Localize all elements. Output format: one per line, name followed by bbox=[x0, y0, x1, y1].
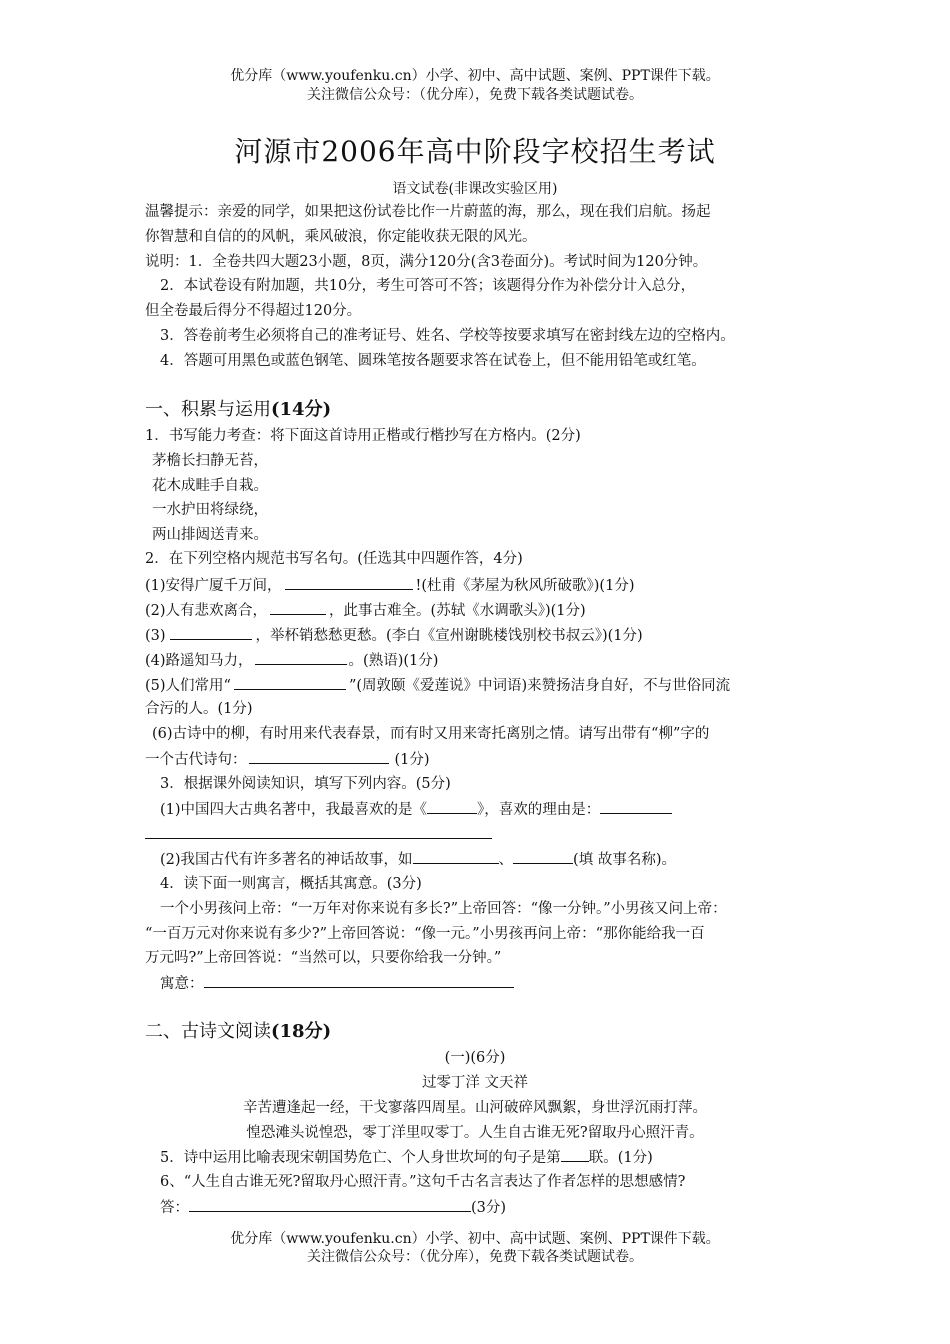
section-2-heading bbox=[145, 1022, 331, 1042]
q2-6-text-b: (1分) bbox=[394, 752, 430, 768]
question-2-3 bbox=[145, 625, 643, 646]
q3-1-text-b: 》，喜欢的理由是： bbox=[477, 802, 601, 818]
q6-answer-blank[interactable] bbox=[189, 1197, 471, 1212]
header-line-2: 关注微信公众号：（优分库），免费下载各类试题试卷。 bbox=[307, 87, 643, 103]
q3-2-text-a: (2)我国古代有许多著名的神话故事，如 bbox=[160, 852, 413, 868]
poem-line-4: 两山排闼送青来。 bbox=[152, 527, 268, 543]
q5-text-b: 联。(1分) bbox=[588, 1150, 653, 1166]
section-1-heading-text: 一、积累与运用 bbox=[145, 399, 271, 420]
header-line-1: 优分库（www.youfenku.cn）小学、初中、高中试题、案例、PPT课件下载。 bbox=[230, 68, 720, 84]
q2-6-text-a: 一个古代诗句： bbox=[145, 752, 247, 768]
tip-line-1: 温馨提示：亲爱的同学，如果把这份试卷比作一片蔚蓝的海，那么，现在我们启航。扬起 bbox=[145, 204, 711, 220]
question-2: 2．在下列空格内规范书写名句。(任选其中四题作答，4分) bbox=[145, 551, 523, 567]
q2-4-text-a: (4)路遥知马力， bbox=[145, 653, 253, 669]
q3-2-text-c: (填 故事名称)。 bbox=[573, 852, 676, 868]
q3-2-blank-1[interactable] bbox=[413, 849, 499, 864]
q4-answer-label: 寓意： bbox=[160, 976, 204, 992]
section-2-heading-text: 二、古诗文阅读 bbox=[145, 1021, 271, 1042]
poem-2-line-2: 惶恐滩头说惶恐，零丁洋里叹零丁。人生自古谁无死?留取丹心照汗青。 bbox=[246, 1125, 704, 1141]
q2-2-text-b: ，此事古难全。(苏轼《水调歌头》)(1分) bbox=[329, 603, 586, 619]
q2-4-blank[interactable] bbox=[255, 650, 347, 665]
q3-1-book-blank[interactable] bbox=[427, 799, 477, 814]
q2-4-text-b: 。(熟语)(1分) bbox=[348, 653, 439, 669]
question-6: 6、“人生自古谁无死?留取丹心照汗青。”这句千古名言表达了作者怎样的思想感情? bbox=[160, 1174, 686, 1190]
question-5 bbox=[160, 1147, 653, 1168]
section-2-part-1: (一)(6分) bbox=[444, 1050, 506, 1066]
fable-line-1: 一个小男孩问上帝：“一万年对你来说有多长?”上帝回答：“像一分钟。”小男孩又问上帝： bbox=[160, 901, 727, 917]
question-3: 3．根据课外阅读知识，填写下列内容。(5分) bbox=[160, 776, 451, 792]
q2-1-text-a: (1)安得广厦千万间， bbox=[145, 578, 282, 594]
q2-2-blank[interactable] bbox=[270, 600, 326, 615]
fable-line-3: 万元吗?”上帝回答说：“当然可以，只要你给我一分钟。” bbox=[145, 950, 502, 966]
q6-answer-label: 答： bbox=[160, 1200, 189, 1216]
note-3: 3．答卷前考生必须将自己的准考证号、姓名、学校等按要求填写在密封线左边的空格内。 bbox=[160, 328, 735, 344]
tip-line-2: 你智慧和自信的的风帆，乘风破浪，你定能收获无限的风光。 bbox=[145, 229, 537, 245]
q6-answer-score: (3分) bbox=[471, 1200, 507, 1216]
question-4: 4．读下面一则寓言，概括其寓意。(3分) bbox=[160, 876, 422, 892]
question-1: 1．书写能力考查：将下面这首诗用正楷或行楷抄写在方格内。(2分) bbox=[145, 428, 581, 444]
q3-1-reason-blank[interactable] bbox=[600, 799, 672, 814]
q2-6-blank[interactable] bbox=[249, 749, 389, 764]
question-2-6-answer bbox=[145, 749, 430, 770]
note-2a: 2．本试卷设有附加题，共10分，考生可答可不答；该题得分作为补偿分计入总分， bbox=[160, 278, 696, 294]
question-2-5 bbox=[145, 675, 730, 696]
footer-line-1: 优分库（www.youfenku.cn）小学、初中、高中试题、案例、PPT课件下载。 bbox=[230, 1231, 720, 1247]
question-2-5-cont: 合污的人。(1分) bbox=[145, 701, 253, 717]
note-4: 4．答题可用黑色或蓝色钢笔、圆珠笔按各题要求答在试卷上，但不能用铅笔或红笔。 bbox=[160, 353, 706, 369]
section-2-heading-score: (18分) bbox=[271, 1021, 332, 1042]
q3-2-blank-2[interactable] bbox=[513, 849, 573, 864]
q2-1-text-b: !(杜甫《茅屋为秋风所破歌》)(1分) bbox=[415, 578, 635, 594]
q2-2-text-a: (2)人有悲欢离合， bbox=[145, 603, 268, 619]
q2-3-text-a: (3) bbox=[145, 628, 166, 644]
q2-3-blank[interactable] bbox=[170, 625, 252, 640]
question-2-4 bbox=[145, 650, 438, 671]
poem-line-3: 一水护田将绿绕， bbox=[152, 502, 268, 518]
question-6-answer bbox=[160, 1197, 506, 1218]
poem-title: 过零丁洋 文天祥 bbox=[421, 1075, 529, 1091]
fable-line-2: “一百万元对你来说有多少?”上帝回答说：“像一元。”小男孩再问上帝：“那你能给我一百 bbox=[145, 926, 705, 942]
q3-1-text-a: (1)中国四大古典名著中，我最喜欢的是《 bbox=[160, 802, 428, 818]
question-3-2 bbox=[160, 849, 676, 870]
note-1: 说明：1．全卷共四大题23小题，8页，满分120分(含3卷面分)。考试时间为120分钟。 bbox=[145, 254, 708, 270]
q3-2-sep: 、 bbox=[498, 852, 514, 868]
poem-line-2: 花木成畦手自栽。 bbox=[152, 478, 268, 494]
q3-1-reason-line[interactable] bbox=[145, 838, 492, 839]
question-2-2 bbox=[145, 600, 586, 621]
q5-text-a: 5．诗中运用比喻表现宋朝国势危亡、个人身世坎坷的句子是第 bbox=[160, 1150, 561, 1166]
q2-3-text-b: ，举杯销愁愁更愁。(李白《宣州谢眺楼饯别校书叔云》)(1分) bbox=[255, 628, 643, 644]
question-3-1 bbox=[160, 799, 672, 820]
poem-line-1: 茅檐长扫静无苔， bbox=[152, 453, 268, 469]
q5-blank[interactable] bbox=[561, 1147, 589, 1162]
footer-line-2: 关注微信公众号：（优分库），免费下载各类试题试卷。 bbox=[307, 1249, 643, 1265]
note-2b: 但全卷最后得分不得超过120分。 bbox=[145, 303, 362, 319]
question-2-6: (6)古诗中的柳，有时用来代表春景，而有时又用来寄托离别之情。请写出带有“柳”字的 bbox=[152, 726, 710, 742]
page-subtitle: 语文试卷(非课改实验区用) bbox=[392, 181, 558, 197]
q2-1-blank[interactable] bbox=[285, 575, 413, 590]
poem-2-line-1: 辛苦遭逢起一经，干戈寥落四周星。山河破碎风飘絮，身世浮沉雨打萍。 bbox=[243, 1100, 707, 1116]
section-1-heading-score: (14分) bbox=[271, 399, 332, 420]
q2-5-text-b: ”(周敦颐《爱莲说》中词语)来赞扬洁身自好，不与世俗同流 bbox=[348, 678, 731, 694]
q2-5-text-a: (5)人们常用“ bbox=[145, 678, 231, 694]
question-4-answer bbox=[160, 973, 514, 994]
q2-5-blank[interactable] bbox=[234, 675, 346, 690]
question-2-1 bbox=[145, 575, 634, 596]
section-1-heading bbox=[145, 400, 331, 420]
page-title: 河源市2006年高中阶段字校招生考试 bbox=[234, 135, 716, 168]
q4-answer-blank[interactable] bbox=[204, 973, 514, 988]
